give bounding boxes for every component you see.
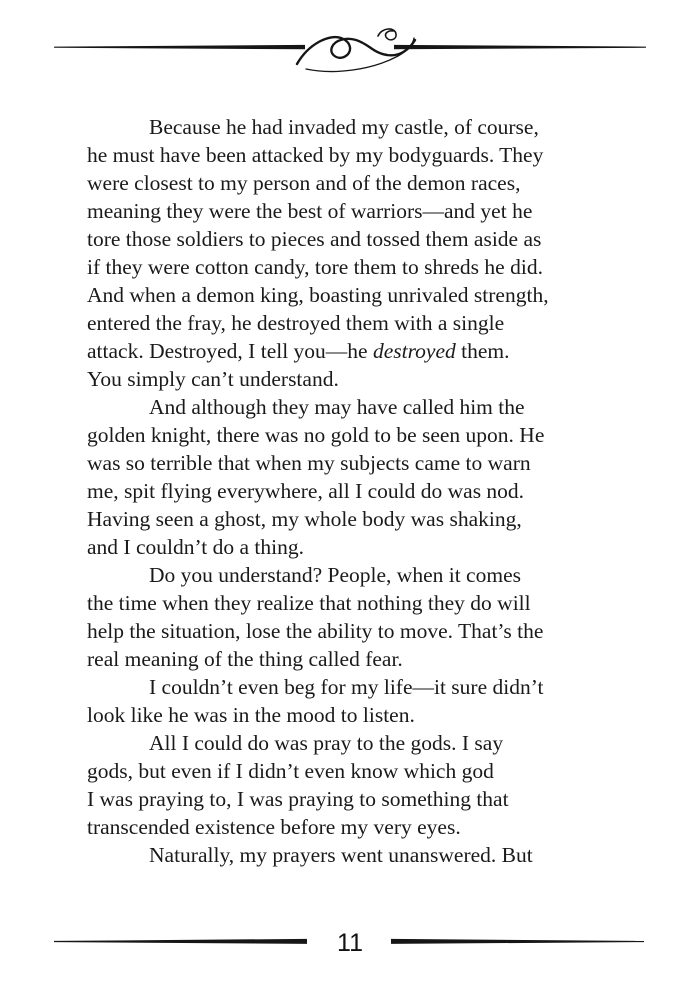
text-line: tore those soldiers to pieces and tossed them aside as: [87, 227, 542, 251]
text-line: look like he was in the mood to listen.: [87, 703, 415, 727]
page-text: [87, 113, 667, 869]
text-line: attack. Destroyed, I tell you—he destroyed them.: [87, 339, 510, 363]
text-line: Do you understand? People, when it comes: [149, 563, 521, 587]
text-line: and I couldn’t do a thing.: [87, 535, 304, 559]
paragraph: [87, 673, 667, 729]
paragraph: [87, 113, 667, 393]
text-line: entered the fray, he destroyed them with a single: [87, 311, 505, 335]
text-line: golden knight, there was no gold to be seen upon. He: [87, 423, 545, 447]
text-line: were closest to my person and of the demon races,: [87, 171, 521, 195]
text-line: me, spit flying everywhere, all I could do was nod.: [87, 479, 525, 503]
text-line: if they were cotton candy, tore them to shreds he did.: [87, 255, 543, 279]
text-line: transcended existence before my very eyes.: [87, 815, 461, 839]
text-line: gods, but even if I didn’t even know which god: [87, 759, 494, 783]
header-rule-left: [54, 45, 305, 49]
paragraph: [87, 841, 667, 869]
text-line: And when a demon king, boasting unrivaled strength,: [87, 283, 549, 307]
text-line: Because he had invaded my castle, of course,: [149, 115, 539, 139]
text-line: Naturally, my prayers went unanswered. But: [149, 843, 533, 867]
text-line: All I could do was pray to the gods. I say: [149, 731, 504, 755]
text-line: real meaning of the thing called fear.: [87, 647, 403, 671]
text-line: Having seen a ghost, my whole body was shaking,: [87, 507, 522, 531]
text-line: was so terrible that when my subjects came to warn: [87, 451, 531, 475]
page-footer: [0, 910, 700, 980]
text-line: help the situation, lose the ability to move. That’s the: [87, 619, 544, 643]
paragraph: [87, 393, 667, 561]
text-line: I couldn’t even beg for my life—it sure didn’t: [149, 675, 544, 699]
text-line: he must have been attacked by my bodyguards. They: [87, 143, 544, 167]
header-rule-right: [394, 45, 646, 49]
text-line: meaning they were the best of warriors—and yet he: [87, 199, 533, 223]
text-line: the time when they realize that nothing they do will: [87, 591, 531, 615]
text-line: You simply can’t understand.: [87, 367, 339, 391]
header-divider: [0, 0, 700, 100]
flourish-ornament-icon: [0, 0, 700, 100]
paragraph: [87, 561, 667, 673]
paragraph: [87, 729, 667, 841]
page-number: 11: [337, 929, 363, 957]
text-line: And although they may have called him the: [149, 395, 525, 419]
text-line: I was praying to, I was praying to something that: [87, 787, 509, 811]
